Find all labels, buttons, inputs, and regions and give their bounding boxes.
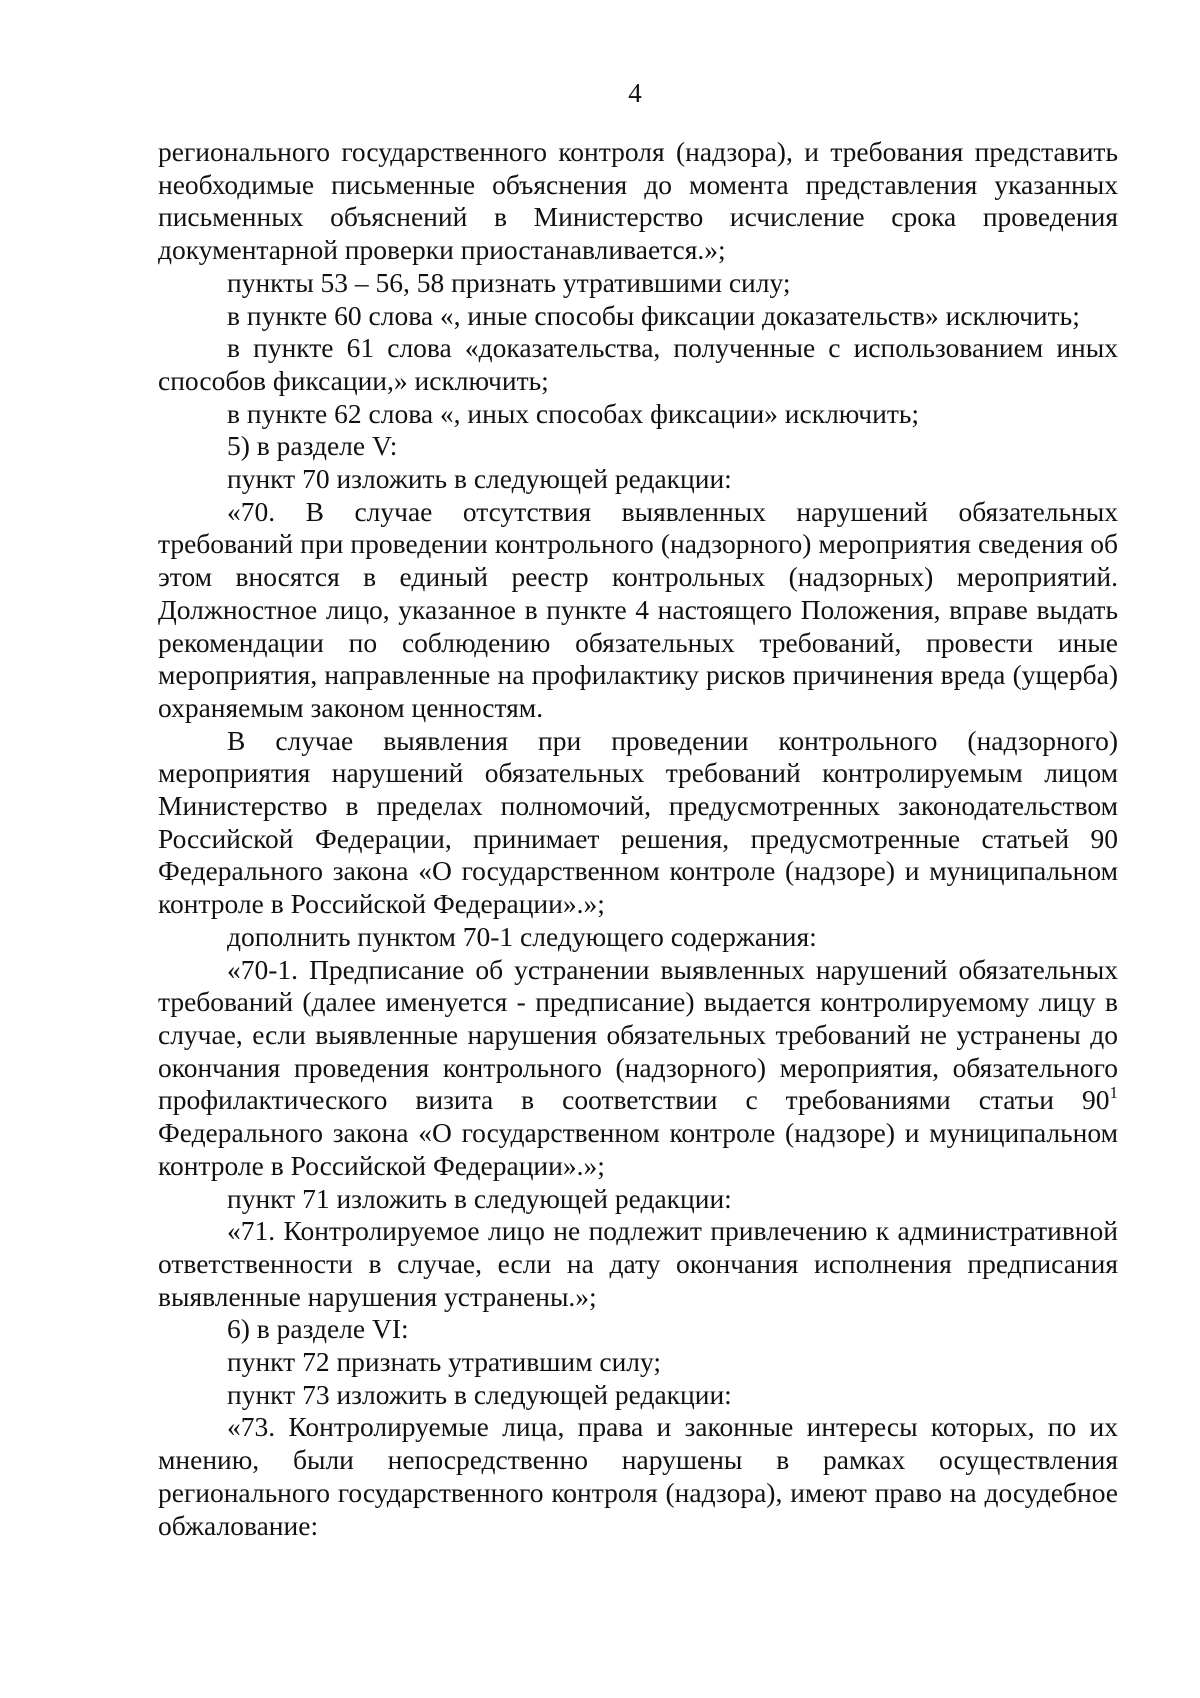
paragraph-item-70-1-text-end: Федерального закона «О государственном контроле (надзоре) и муниципальном контроле в Российской Федерации».»;: [158, 1117, 1118, 1181]
paragraph-item-70-1-text-start: «70-1. Предписание об устранении выявленных нарушений обязательных требований (далее именуется - предписание) выдается контролируемому лицу в случае, если выявленные нарушения обязательных требований не устранены до окончания проведения контрольного (надзорного) мероприятия, обязательного профилактического визита в соответствии с требованиями статьи 90: [158, 953, 1118, 1116]
paragraph-item-60: в пункте 60 слова «, иные способы фиксации доказательств» исключить;: [227, 299, 1080, 331]
paragraph-item-61: в пункте 61 слова «доказательства, полученные с использованием иных способов фиксации,» исключить;: [158, 332, 1118, 396]
paragraph-section-vi: 6) в разделе VI:: [227, 1313, 409, 1345]
paragraph-section-v: 5) в разделе V:: [227, 430, 398, 462]
paragraph-continuation: регионального государственного контроля (надзора), и требования представить необходимые письменные объяснения до момента представления указанных письменных объяснений в Министерство исчисление срока проведения документарной проверки приостанавливается.»;: [158, 136, 1118, 266]
paragraph-item-73-intro: пункт 73 изложить в следующей редакции:: [227, 1378, 732, 1410]
paragraph-item-70-second: В случае выявления при проведении контрольного (надзорного) мероприятия нарушений обязательных требований контролируемым лицом Министерство в пределах полномочий, предусмотренных законодательством Российской Федерации, принимает решения, предусмотренные статьей 90 Федерального закона «О государственном контроле (надзоре) и муниципальном контроле в Российской Федерации».»;: [158, 724, 1118, 920]
paragraph-item-73-text: «73. Контролируемые лица, права и законные интересы которых, по их мнению, были непосредственно нарушены в рамках осуществления регионального государственного контроля (надзора), имеют право на досудебное обжалование:: [158, 1411, 1118, 1541]
paragraph-item-70-text: «70. В случае отсутствия выявленных нарушений обязательных требований при проведении контрольного (надзорного) мероприятия сведения об этом вносятся в единый реестр контрольных (надзорных) мероприятий. Должностное лицо, указанное в пункте 4 настоящего Положения, вправе выдать рекомендации по соблюдению обязательных требований, провести иные мероприятия, направленные на профилактику рисков причинения вреда (ущерба) охраняемым законом ценностям.: [158, 495, 1118, 723]
page-number: 4: [628, 78, 642, 108]
paragraph-item-71-text: «71. Контролируемое лицо не подлежит привлечению к административной ответственности в случае, если на дату окончания исполнения предписания выявленные нарушения устранены.»;: [158, 1215, 1118, 1312]
document-body: [158, 136, 1118, 1542]
paragraph-item-71-intro: пункт 71 изложить в следующей редакции:: [227, 1182, 732, 1214]
paragraph-item-70-1-intro: дополнить пунктом 70-1 следующего содержания:: [227, 920, 817, 952]
paragraph-item-70-1-text: [158, 954, 1118, 1183]
paragraph-item-72: пункт 72 признать утратившим силу;: [227, 1346, 662, 1378]
paragraph-items-53-58: пункты 53 – 56, 58 признать утратившими силу;: [227, 266, 791, 298]
superscript-marker: 1: [1109, 1083, 1118, 1103]
paragraph-item-70-intro: пункт 70 изложить в следующей редакции:: [227, 463, 732, 495]
paragraph-item-62: в пункте 62 слова «, иных способах фиксации» исключить;: [227, 397, 920, 429]
